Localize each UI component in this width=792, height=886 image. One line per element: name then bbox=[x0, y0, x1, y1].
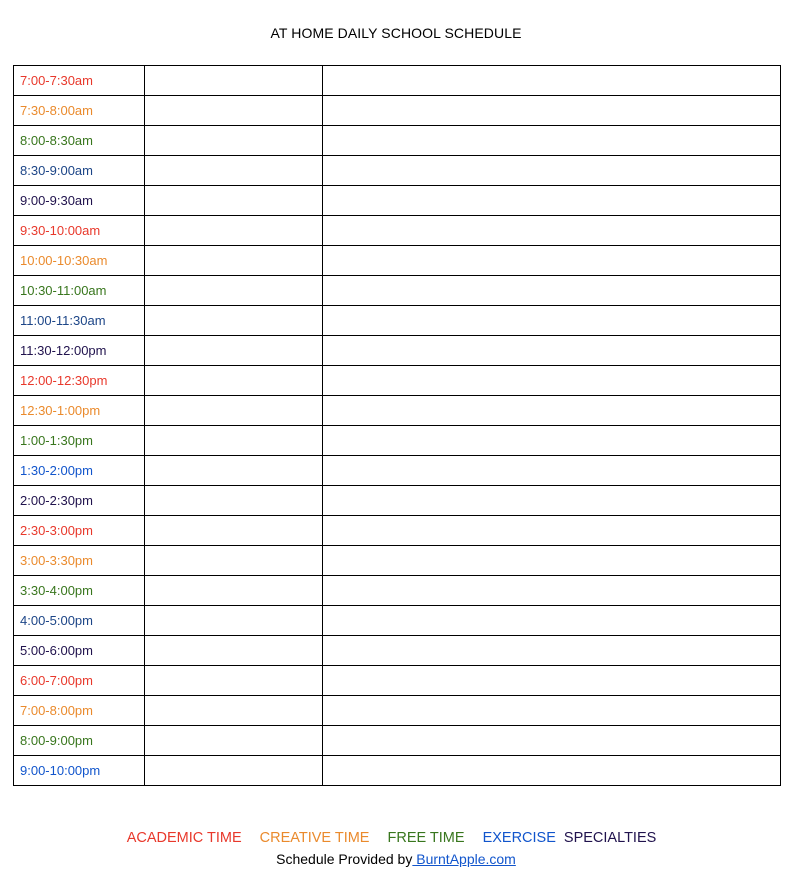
page-title: AT HOME DAILY SCHOOL SCHEDULE bbox=[270, 25, 522, 41]
activity-cell[interactable] bbox=[145, 696, 323, 726]
time-slot-label: 10:30-11:00am bbox=[14, 276, 145, 306]
notes-cell[interactable] bbox=[323, 306, 781, 336]
notes-cell[interactable] bbox=[323, 666, 781, 696]
schedule-row bbox=[14, 486, 781, 516]
activity-cell[interactable] bbox=[145, 216, 323, 246]
time-slot-label: 8:30-9:00am bbox=[14, 156, 145, 186]
notes-cell[interactable] bbox=[323, 636, 781, 666]
activity-cell[interactable] bbox=[145, 336, 323, 366]
schedule-row bbox=[14, 396, 781, 426]
schedule-row bbox=[14, 696, 781, 726]
time-slot-label: 1:30-2:00pm bbox=[14, 456, 145, 486]
time-slot-label: 6:00-7:00pm bbox=[14, 666, 145, 696]
schedule-row bbox=[14, 246, 781, 276]
time-slot-label: 2:00-2:30pm bbox=[14, 486, 145, 516]
schedule-row bbox=[14, 216, 781, 246]
notes-cell[interactable] bbox=[323, 396, 781, 426]
notes-cell[interactable] bbox=[323, 486, 781, 516]
time-slot-label: 3:00-3:30pm bbox=[14, 546, 145, 576]
schedule-row bbox=[14, 336, 781, 366]
credit-line bbox=[0, 851, 792, 867]
schedule-row bbox=[14, 366, 781, 396]
time-slot-label: 8:00-8:30am bbox=[14, 126, 145, 156]
schedule-row bbox=[14, 756, 781, 786]
activity-cell[interactable] bbox=[145, 366, 323, 396]
time-slot-label: 9:00-9:30am bbox=[14, 186, 145, 216]
schedule-row bbox=[14, 666, 781, 696]
time-slot-label: 11:30-12:00pm bbox=[14, 336, 145, 366]
notes-cell[interactable] bbox=[323, 96, 781, 126]
activity-cell[interactable] bbox=[145, 426, 323, 456]
credit-text: Schedule Provided by bbox=[276, 851, 413, 867]
time-slot-label: 7:30-8:00am bbox=[14, 96, 145, 126]
activity-cell[interactable] bbox=[145, 306, 323, 336]
schedule-row bbox=[14, 306, 781, 336]
legend-academic-time: ACADEMIC TIME bbox=[126, 830, 242, 846]
time-slot-label: 5:00-6:00pm bbox=[14, 636, 145, 666]
activity-cell[interactable] bbox=[145, 186, 323, 216]
schedule-row bbox=[14, 66, 781, 96]
notes-cell[interactable] bbox=[323, 516, 781, 546]
schedule-row bbox=[14, 516, 781, 546]
notes-cell[interactable] bbox=[323, 426, 781, 456]
time-slot-label: 10:00-10:30am bbox=[14, 246, 145, 276]
activity-cell[interactable] bbox=[145, 156, 323, 186]
activity-cell[interactable] bbox=[145, 726, 323, 756]
schedule-row bbox=[14, 456, 781, 486]
time-slot-label: 12:00-12:30pm bbox=[14, 366, 145, 396]
schedule-row bbox=[14, 726, 781, 756]
activity-cell[interactable] bbox=[145, 66, 323, 96]
notes-cell[interactable] bbox=[323, 336, 781, 366]
time-slot-label: 9:00-10:00pm bbox=[14, 756, 145, 786]
activity-cell[interactable] bbox=[145, 396, 323, 426]
time-slot-label: 4:00-5:00pm bbox=[14, 606, 145, 636]
legend-creative-time: CREATIVE TIME bbox=[259, 830, 370, 846]
activity-cell[interactable] bbox=[145, 756, 323, 786]
legend-specialties: SPECIALTIES bbox=[563, 830, 657, 846]
notes-cell[interactable] bbox=[323, 276, 781, 306]
notes-cell[interactable] bbox=[323, 156, 781, 186]
schedule-body bbox=[14, 66, 781, 786]
notes-cell[interactable] bbox=[323, 726, 781, 756]
time-slot-label: 11:00-11:30am bbox=[14, 306, 145, 336]
activity-cell[interactable] bbox=[145, 546, 323, 576]
activity-cell[interactable] bbox=[145, 636, 323, 666]
notes-cell[interactable] bbox=[323, 216, 781, 246]
schedule-row bbox=[14, 426, 781, 456]
activity-cell[interactable] bbox=[145, 486, 323, 516]
notes-cell[interactable] bbox=[323, 756, 781, 786]
schedule-row bbox=[14, 276, 781, 306]
time-slot-label: 7:00-7:30am bbox=[14, 66, 145, 96]
schedule-row bbox=[14, 96, 781, 126]
notes-cell[interactable] bbox=[323, 606, 781, 636]
color-legend bbox=[0, 830, 792, 846]
notes-cell[interactable] bbox=[323, 126, 781, 156]
burntapple-link[interactable]: BurntApple.com bbox=[412, 851, 516, 867]
activity-cell[interactable] bbox=[145, 516, 323, 546]
activity-cell[interactable] bbox=[145, 126, 323, 156]
activity-cell[interactable] bbox=[145, 96, 323, 126]
time-slot-label: 2:30-3:00pm bbox=[14, 516, 145, 546]
legend-exercise: EXERCISE bbox=[482, 830, 556, 846]
notes-cell[interactable] bbox=[323, 456, 781, 486]
notes-cell[interactable] bbox=[323, 246, 781, 276]
notes-cell[interactable] bbox=[323, 546, 781, 576]
time-slot-label: 8:00-9:00pm bbox=[14, 726, 145, 756]
activity-cell[interactable] bbox=[145, 456, 323, 486]
time-slot-label: 12:30-1:00pm bbox=[14, 396, 145, 426]
activity-cell[interactable] bbox=[145, 246, 323, 276]
time-slot-label: 3:30-4:00pm bbox=[14, 576, 145, 606]
schedule-row bbox=[14, 606, 781, 636]
schedule-row bbox=[14, 156, 781, 186]
notes-cell[interactable] bbox=[323, 576, 781, 606]
notes-cell[interactable] bbox=[323, 66, 781, 96]
schedule-row bbox=[14, 576, 781, 606]
notes-cell[interactable] bbox=[323, 696, 781, 726]
activity-cell[interactable] bbox=[145, 606, 323, 636]
notes-cell[interactable] bbox=[323, 366, 781, 396]
schedule-row bbox=[14, 636, 781, 666]
notes-cell[interactable] bbox=[323, 186, 781, 216]
schedule-table bbox=[13, 65, 781, 786]
legend-free-time: FREE TIME bbox=[387, 830, 465, 846]
schedule-row bbox=[14, 186, 781, 216]
time-slot-label: 1:00-1:30pm bbox=[14, 426, 145, 456]
time-slot-label: 9:30-10:00am bbox=[14, 216, 145, 246]
time-slot-label: 7:00-8:00pm bbox=[14, 696, 145, 726]
activity-cell[interactable] bbox=[145, 666, 323, 696]
schedule-row bbox=[14, 546, 781, 576]
activity-cell[interactable] bbox=[145, 576, 323, 606]
schedule-row bbox=[14, 126, 781, 156]
activity-cell[interactable] bbox=[145, 276, 323, 306]
